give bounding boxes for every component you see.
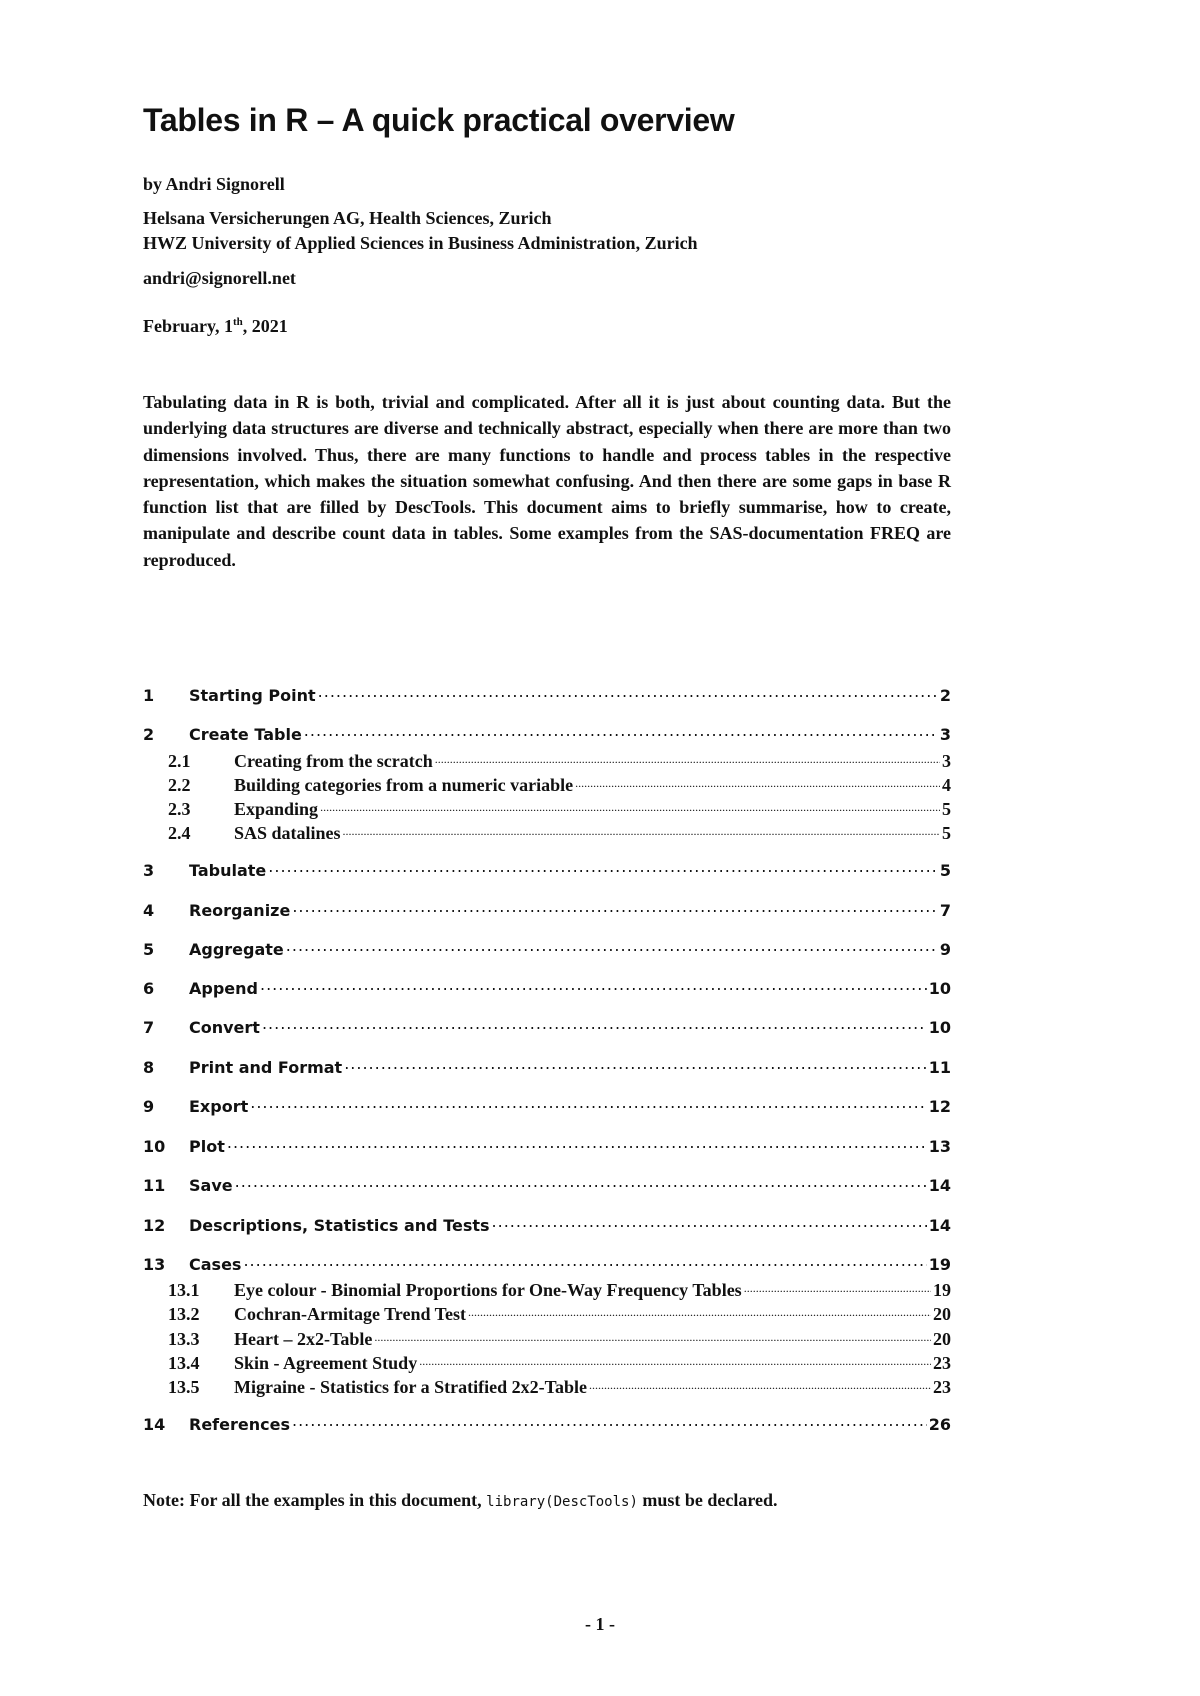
toc-entry-number: 13.5 [168,1376,200,1397]
toc-entry-page: 10 [928,978,951,998]
toc-entry-page: 14 [928,1175,951,1195]
toc-entry[interactable] [143,1412,951,1434]
toc-entry-label: Starting Point [189,685,316,705]
toc-entry[interactable] [143,722,951,744]
toc-leader-dots [227,1134,927,1152]
toc-entry[interactable] [143,898,951,920]
toc-leader-dots [260,976,927,994]
toc-leader-dots [374,1325,931,1345]
toc-entry-page: 9 [939,939,951,959]
toc-leader-dots [250,1094,927,1112]
toc-entry-label: Print and Format [189,1057,343,1077]
toc-entry-number: 6 [143,978,155,998]
toc-entry[interactable] [143,1173,951,1195]
toc-entry-page: 10 [928,1017,951,1037]
toc-entry[interactable] [143,771,951,796]
toc-leader-dots [744,1276,931,1296]
toc-entry-number: 2.2 [168,774,191,795]
toc-entry-number: 13 [143,1254,166,1274]
toc-entry-label: Skin - Agreement Study [234,1352,418,1373]
toc-entry[interactable] [143,858,951,880]
abstract-text: Tabulating data in R is both, trivial and complicated. After all it is just about counting data. But the underlying data structures are diverse and technically abstract, especially when there are more than two dimensions involved. Thus, there are many functions to handle and process tables in the respective representation, which makes the situation somewhat confusing. And then there are some gaps in base R function list that are filled by DescTools. This document aims to briefly summarise, how to create, manipulate and describe count data in tables. Some examples from the SAS-documentation FREQ are reproduced. [143,392,951,570]
toc-entry-label: SAS datalines [234,822,341,843]
toc-entry-number: 8 [143,1057,155,1077]
toc-entry-page: 2 [939,685,951,705]
toc-entry-label: Cases [189,1254,242,1274]
toc-entry-number: 2.3 [168,798,191,819]
toc-entry-number: 13.3 [168,1328,200,1349]
toc-entry-page: 12 [928,1096,951,1116]
toc-leader-dots [268,858,938,876]
toc-entry-number: 11 [143,1175,166,1195]
toc-entry-page: 13 [928,1136,951,1156]
toc-leader-dots [343,819,940,839]
date-suffix: th [233,316,243,328]
toc-entry-page: 3 [939,724,951,744]
toc-entry[interactable] [143,1349,951,1374]
toc-leader-dots [320,795,940,815]
toc-entry-page: 26 [928,1414,951,1434]
note-suffix: must be declared. [637,1490,778,1510]
toc-entry-label: Save [189,1175,233,1195]
toc-entry-page: 19 [928,1254,951,1274]
toc-leader-dots [575,771,940,791]
toc-leader-dots [304,722,938,740]
toc-entry[interactable] [143,1252,951,1274]
toc-entry[interactable] [143,1325,951,1350]
toc-entry[interactable] [143,747,951,772]
toc-leader-dots [435,747,940,767]
email-link[interactable]: andri@signorell.net [143,268,296,288]
document-date [143,316,288,337]
toc-entry-page: 11 [928,1057,951,1077]
toc-entry-label: Heart – 2x2-Table [234,1328,373,1349]
toc-entry-page: 23 [933,1376,951,1397]
toc-leader-dots [286,937,938,955]
toc-entry-number: 3 [143,860,155,880]
toc-leader-dots [318,683,938,701]
toc-entry-page: 3 [942,750,951,771]
toc-entry-number: 14 [143,1414,166,1434]
toc-leader-dots [589,1373,931,1393]
toc-leader-dots [468,1300,931,1320]
abstract [143,389,951,573]
page-number: - 1 - [585,1614,615,1634]
toc-entry-label: Create Table [189,724,302,744]
note-prefix: Note: For all the examples in this document, [143,1490,487,1510]
toc-entry-label: Aggregate [189,939,284,959]
toc-entry-label: Creating from the scratch [234,750,433,771]
toc-entry-label: Eye colour - Binomial Proportions for One-Way Frequency Tables [234,1279,742,1300]
note-code: library(DescTools) [486,1494,638,1510]
toc-entry[interactable] [143,1300,951,1325]
toc-entry[interactable] [143,1094,951,1116]
toc-leader-dots [419,1349,931,1369]
toc-leader-dots [235,1173,927,1191]
toc-entry[interactable] [143,937,951,959]
toc-entry-page: 5 [942,822,951,843]
toc-entry-number: 13.1 [168,1279,200,1300]
toc-entry-page: 5 [939,860,951,880]
note [143,1490,778,1511]
toc-entry-label: Building categories from a numeric variable [234,774,574,795]
toc-entry-label: Cochran-Armitage Trend Test [234,1303,466,1324]
toc-leader-dots [262,1015,927,1033]
document-title: Tables in R – A quick practical overview [143,102,735,138]
toc-entry-page: 19 [933,1279,951,1300]
toc-entry-page: 20 [933,1303,951,1324]
toc-entry-number: 7 [143,1017,155,1037]
toc-entry-label: Export [189,1096,249,1116]
toc-entry-number: 1 [143,685,155,705]
affiliation-2: HWZ University of Applied Sciences in Business Administration, Zurich [143,233,698,253]
toc-entry-number: 12 [143,1215,166,1235]
toc-leader-dots [492,1213,927,1231]
toc-entry-number: 9 [143,1096,155,1116]
toc-entry-page: 14 [928,1215,951,1235]
toc-leader-dots [344,1055,927,1073]
toc-leader-dots [292,1412,927,1430]
toc-entry-number: 2.1 [168,750,191,771]
toc-entry-number: 4 [143,900,155,920]
toc-entry-number: 2 [143,724,155,744]
toc-entry-number: 13.4 [168,1352,200,1373]
toc-entry[interactable] [143,976,951,998]
toc-entry-number: 2.4 [168,822,191,843]
toc-entry-label: Migraine - Statistics for a Stratified 2x2-Table [234,1376,587,1397]
toc-entry[interactable] [143,1213,951,1235]
toc-entry-label: Tabulate [189,860,267,880]
toc-entry-page: 20 [933,1328,951,1349]
toc-entry-number: 13.2 [168,1303,200,1324]
toc-entry-label: Expanding [234,798,319,819]
toc-entry-label: References [189,1414,290,1434]
toc-entry-page: 4 [942,774,951,795]
affiliation-1: Helsana Versicherungen AG, Health Sciences, Zurich [143,208,552,228]
toc-entry-page: 23 [933,1352,951,1373]
toc-entry-label: Plot [189,1136,225,1156]
toc-entry[interactable] [143,795,951,820]
toc-entry-label: Append [189,978,258,998]
toc-entry[interactable] [143,1134,951,1156]
toc-entry[interactable] [143,1055,951,1077]
toc-entry[interactable] [143,819,951,844]
toc-entry-label: Convert [189,1017,260,1037]
author-line: by Andri Signorell [143,174,285,194]
toc-entry-label: Descriptions, Statistics and Tests [189,1215,490,1235]
toc-entry-number: 10 [143,1136,166,1156]
toc-entry[interactable] [143,1373,951,1398]
toc-leader-dots [243,1252,926,1270]
toc-entry-page: 5 [942,798,951,819]
toc-entry-label: Reorganize [189,900,291,920]
date-year: , 2021 [242,316,288,336]
toc-leader-dots [292,898,938,916]
date-text: February, 1 [143,316,233,336]
toc-entry[interactable] [143,1015,951,1037]
toc-entry[interactable] [143,683,951,705]
toc-entry[interactable] [143,1276,951,1301]
toc-entry-page: 7 [939,900,951,920]
toc-entry-number: 5 [143,939,155,959]
